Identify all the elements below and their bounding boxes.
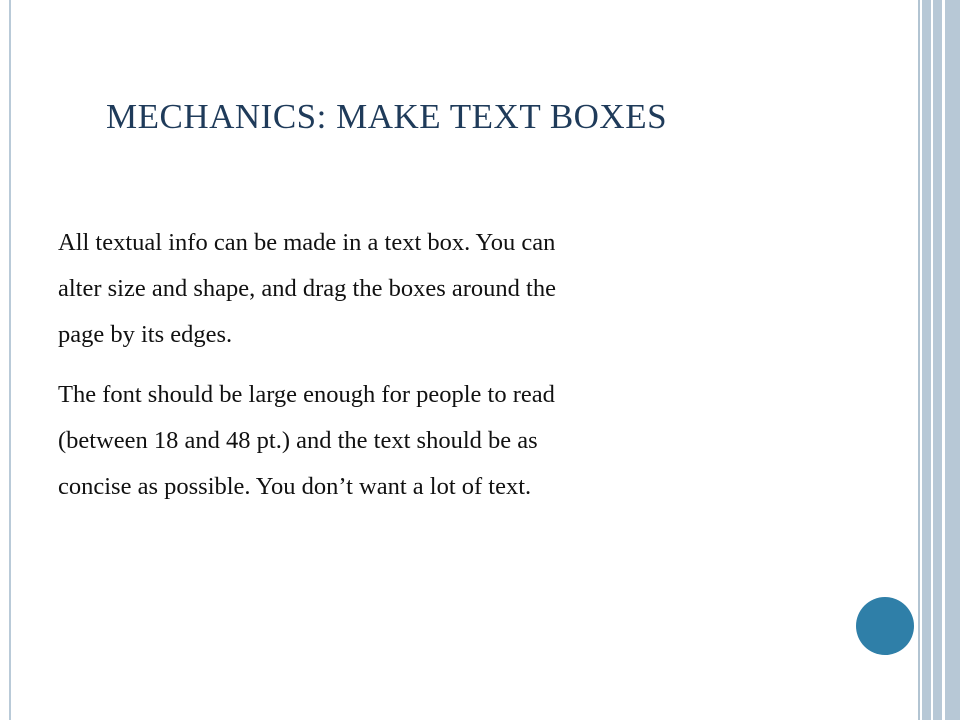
body-line: All textual info can be made in a text box. You can: [58, 229, 556, 256]
body-line: (between 18 and 48 pt.) and the text should be as: [58, 427, 538, 454]
left-frame-line: [9, 0, 11, 720]
right-stripe: [945, 0, 960, 720]
body-line: page by its edges.: [58, 321, 233, 348]
right-stripe: [933, 0, 942, 720]
body-line: alter size and shape, and drag the boxes around the: [58, 275, 556, 302]
body-line: concise as possible. You don’t want a lot of text.: [58, 473, 532, 500]
right-stripe: [922, 0, 931, 720]
paragraph-spacer: [58, 358, 858, 372]
accent-circle: [856, 597, 914, 655]
slide-body: [58, 220, 858, 510]
right-stripe: [918, 0, 920, 720]
slide-title: MECHANICS: MAKE TEXT BOXES: [106, 97, 668, 136]
body-line: The font should be large enough for people to read: [58, 381, 555, 408]
